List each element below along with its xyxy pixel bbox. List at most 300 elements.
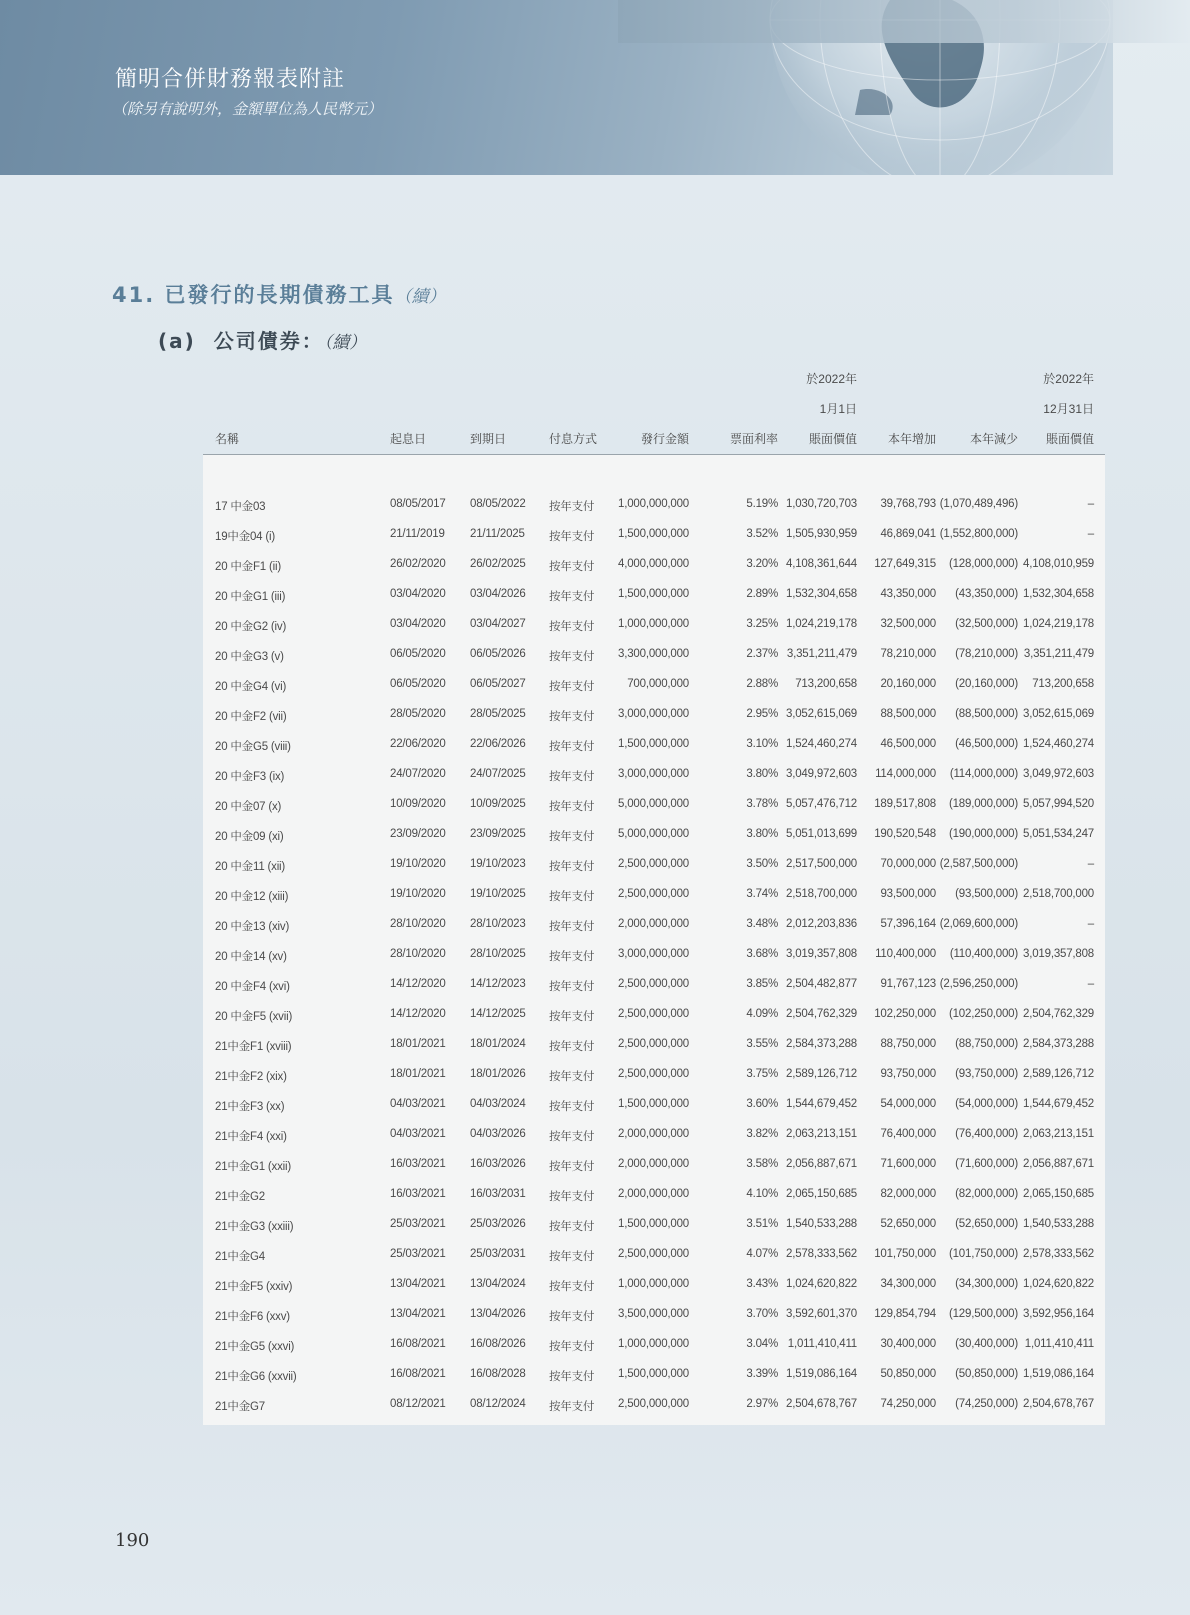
increase-cell: 30,400,000 [880,1338,936,1350]
issue-amount-cell: 3,000,000,000 [618,768,689,780]
value-date-cell: 08/12/2021 [390,1398,446,1410]
increase-cell: 52,650,000 [880,1218,936,1230]
bond-name-cell: 20 中金G5 (viii) [215,741,291,753]
coupon-rate-cell: 3.78% [746,798,778,810]
payment-method-cell: 按年支付 [549,561,595,573]
issue-amount-cell: 2,500,000,000 [618,858,689,870]
payment-method-cell: 按年支付 [549,1041,595,1053]
table-row [203,791,1105,821]
col-closing-line1: 於2022年 [1043,372,1094,386]
coupon-rate-cell: 3.82% [746,1128,778,1140]
closing-balance-cell: 3,351,211,479 [1023,648,1094,660]
table-header [203,363,1105,455]
increase-cell: 76,400,000 [880,1128,936,1140]
increase-cell: 70,000,000 [880,858,936,870]
issue-amount-cell: 1,000,000,000 [618,498,689,510]
increase-cell: 93,500,000 [880,888,936,900]
issue-amount-cell: 2,500,000,000 [618,1008,689,1020]
maturity-date-cell: 04/03/2024 [470,1098,526,1110]
opening-balance-cell: 2,517,500,000 [786,858,857,870]
col-amount: 發行金額 [640,432,689,446]
increase-cell: 32,500,000 [880,618,936,630]
col-start-date: 起息日 [390,432,427,446]
maturity-date-cell: 03/04/2026 [470,588,526,600]
opening-balance-cell: 713,200,658 [795,678,857,690]
value-date-cell: 28/10/2020 [390,948,446,960]
coupon-rate-cell: 3.43% [746,1278,778,1290]
opening-balance-cell: 2,589,126,712 [786,1068,857,1080]
col-closing-line2: 12月31日 [1043,402,1094,416]
increase-cell: 71,600,000 [880,1158,936,1170]
issue-amount-cell: 1,500,000,000 [618,738,689,750]
decrease-cell: (32,500,000) [955,618,1018,630]
opening-balance-cell: 1,524,460,274 [786,738,857,750]
coupon-rate-cell: 3.85% [746,978,778,990]
maturity-date-cell: 28/10/2023 [470,918,526,930]
col-opening-line2: 1月1日 [819,402,857,416]
coupon-rate-cell: 3.39% [746,1368,778,1380]
closing-balance-cell: 2,518,700,000 [1023,888,1094,900]
value-date-cell: 25/03/2021 [390,1248,446,1260]
payment-method-cell: 按年支付 [549,741,595,753]
decrease-cell: (2,069,600,000) [939,918,1018,930]
table-row [203,821,1105,851]
value-date-cell: 21/11/2019 [390,528,445,540]
closing-balance-cell: 2,504,678,767 [1023,1398,1094,1410]
issue-amount-cell: 2,500,000,000 [618,1068,689,1080]
issue-amount-cell: 2,000,000,000 [618,918,689,930]
decrease-cell: (189,000,000) [948,798,1018,810]
maturity-date-cell: 25/03/2031 [470,1248,526,1260]
value-date-cell: 19/10/2020 [390,888,446,900]
col-closing-line3: 賬面價值 [1045,432,1094,446]
opening-balance-cell: 2,578,333,562 [786,1248,857,1260]
maturity-date-cell: 16/08/2028 [470,1368,526,1380]
issue-amount-cell: 2,000,000,000 [618,1158,689,1170]
coupon-rate-cell: 4.07% [746,1248,778,1260]
closing-balance-cell: 2,065,150,685 [1023,1188,1094,1200]
increase-cell: 43,350,000 [880,588,936,600]
bond-name-cell: 21中金G4 [215,1251,265,1263]
header-divider [203,454,1105,455]
bond-name-cell: 20 中金12 (xiii) [215,891,289,903]
maturity-date-cell: 22/06/2026 [470,738,526,750]
increase-cell: 74,250,000 [880,1398,936,1410]
col-payment: 付息方式 [549,432,598,446]
decrease-cell: (2,587,500,000) [939,858,1018,870]
increase-cell: 50,850,000 [880,1368,936,1380]
bond-name-cell: 20 中金G3 (v) [215,651,284,663]
issue-amount-cell: 5,000,000,000 [618,798,689,810]
coupon-rate-cell: 3.52% [746,528,778,540]
decrease-cell: (71,600,000) [955,1158,1018,1170]
decrease-cell: (2,596,250,000) [939,978,1018,990]
opening-balance-cell: 1,540,533,288 [786,1218,857,1230]
table-row [203,1331,1105,1361]
closing-balance-cell: 2,578,333,562 [1023,1248,1094,1260]
payment-method-cell: 按年支付 [549,1341,595,1353]
maturity-date-cell: 06/05/2026 [470,648,526,660]
bond-name-cell: 20 中金F2 (vii) [215,711,287,723]
value-date-cell: 22/06/2020 [390,738,446,750]
coupon-rate-cell: 2.37% [746,648,778,660]
decrease-cell: (114,000,000) [949,768,1018,780]
issue-amount-cell: 2,000,000,000 [618,1128,689,1140]
table-row [203,851,1105,881]
decrease-cell: (1,552,800,000) [939,528,1018,540]
coupon-rate-cell: 3.10% [746,738,778,750]
value-date-cell: 13/04/2021 [390,1308,446,1320]
coupon-rate-cell: 3.80% [746,768,778,780]
col-name: 名稱 [215,432,240,446]
coupon-rate-cell: 3.75% [746,1068,778,1080]
table-body [203,455,1105,1425]
opening-balance-cell: 4,108,361,644 [786,558,857,570]
increase-cell: 127,649,315 [874,558,936,570]
increase-cell: 46,869,041 [880,528,936,540]
coupon-rate-cell: 3.25% [746,618,778,630]
table-row [203,731,1105,761]
section-heading [112,279,446,309]
opening-balance-cell: 3,351,211,479 [786,648,857,660]
closing-balance-cell: 1,011,410,411 [1024,1338,1094,1350]
decrease-cell: (46,500,000) [955,738,1018,750]
table-row [203,611,1105,641]
value-date-cell: 16/03/2021 [390,1158,446,1170]
value-date-cell: 13/04/2021 [390,1278,446,1290]
value-date-cell: 16/08/2021 [390,1368,446,1380]
maturity-date-cell: 28/05/2025 [470,708,526,720]
issue-amount-cell: 2,500,000,000 [618,1038,689,1050]
coupon-rate-cell: 2.97% [746,1398,778,1410]
decrease-cell: (128,000,000) [948,558,1018,570]
decrease-cell: (102,250,000) [948,1008,1018,1020]
issue-amount-cell: 1,500,000,000 [618,1368,689,1380]
decrease-cell: (76,400,000) [955,1128,1018,1140]
closing-balance-cell: 2,504,762,329 [1023,1008,1094,1020]
increase-cell: 102,250,000 [874,1008,936,1020]
bond-name-cell: 20 中金11 (xii) [215,861,286,873]
section-continued: （續） [394,287,446,307]
closing-balance-cell: – [1087,918,1094,930]
issue-amount-cell: 1,500,000,000 [618,1098,689,1110]
maturity-date-cell: 21/11/2025 [470,528,525,540]
maturity-date-cell: 16/03/2031 [470,1188,526,1200]
maturity-date-cell: 23/09/2025 [470,828,526,840]
maturity-date-cell: 28/10/2025 [470,948,526,960]
value-date-cell: 18/01/2021 [390,1068,446,1080]
increase-cell: 82,000,000 [880,1188,936,1200]
col-rate: 票面利率 [729,432,778,446]
decrease-cell: (54,000,000) [955,1098,1018,1110]
issue-amount-cell: 1,500,000,000 [618,1218,689,1230]
opening-balance-cell: 1,030,720,703 [786,498,857,510]
value-date-cell: 16/03/2021 [390,1188,446,1200]
issue-amount-cell: 4,000,000,000 [618,558,689,570]
decrease-cell: (52,650,000) [955,1218,1018,1230]
table-row [203,521,1105,551]
opening-balance-cell: 1,544,679,452 [786,1098,857,1110]
payment-method-cell: 按年支付 [549,1311,595,1323]
coupon-rate-cell: 4.09% [746,1008,778,1020]
header-strip [618,0,1190,43]
issue-amount-cell: 3,000,000,000 [618,948,689,960]
table-row [203,641,1105,671]
opening-balance-cell: 2,063,213,151 [786,1128,857,1140]
payment-method-cell: 按年支付 [549,921,595,933]
bond-name-cell: 20 中金F1 (ii) [215,561,281,573]
maturity-date-cell: 16/03/2026 [470,1158,526,1170]
closing-balance-cell: 3,052,615,069 [1023,708,1094,720]
value-date-cell: 26/02/2020 [390,558,446,570]
payment-method-cell: 按年支付 [549,591,595,603]
increase-cell: 34,300,000 [880,1278,936,1290]
issue-amount-cell: 3,500,000,000 [618,1308,689,1320]
payment-method-cell: 按年支付 [549,1251,595,1263]
table-row [203,1241,1105,1271]
opening-balance-cell: 3,019,357,808 [786,948,857,960]
decrease-cell: (82,000,000) [955,1188,1018,1200]
decrease-cell: (190,000,000) [948,828,1018,840]
payment-method-cell: 按年支付 [549,1131,595,1143]
opening-balance-cell: 2,518,700,000 [786,888,857,900]
payment-method-cell: 按年支付 [549,711,595,723]
value-date-cell: 19/10/2020 [390,858,446,870]
payment-method-cell: 按年支付 [549,501,595,513]
opening-balance-cell: 2,012,203,836 [786,918,857,930]
value-date-cell: 16/08/2021 [390,1338,446,1350]
closing-balance-cell: 1,532,304,658 [1023,588,1094,600]
opening-balance-cell: 1,505,930,959 [786,528,857,540]
value-date-cell: 18/01/2021 [390,1038,446,1050]
opening-balance-cell: 1,024,620,822 [786,1278,857,1290]
closing-balance-cell: 1,519,086,164 [1023,1368,1094,1380]
closing-balance-cell: 1,024,620,822 [1023,1278,1094,1290]
opening-balance-cell: 3,049,972,603 [786,768,857,780]
decrease-cell: (30,400,000) [955,1338,1018,1350]
payment-method-cell: 按年支付 [549,951,595,963]
payment-method-cell: 按年支付 [549,531,595,543]
payment-method-cell: 按年支付 [549,831,595,843]
table-row [203,1121,1105,1151]
opening-balance-cell: 1,519,086,164 [786,1368,857,1380]
increase-cell: 39,768,793 [880,498,936,510]
closing-balance-cell: 2,063,213,151 [1023,1128,1094,1140]
coupon-rate-cell: 2.88% [746,678,778,690]
bond-name-cell: 20 中金09 (xi) [215,831,284,843]
table-row [203,761,1105,791]
bond-name-cell: 21中金G2 [215,1191,265,1203]
value-date-cell: 08/05/2017 [390,498,446,510]
closing-balance-cell: 2,589,126,712 [1023,1068,1094,1080]
coupon-rate-cell: 3.74% [746,888,778,900]
table-row [203,1211,1105,1241]
bonds-table [203,363,1105,1425]
increase-cell: 190,520,548 [874,828,936,840]
issue-amount-cell: 3,000,000,000 [618,708,689,720]
coupon-rate-cell: 3.58% [746,1158,778,1170]
payment-method-cell: 按年支付 [549,981,595,993]
bond-name-cell: 21中金G7 [215,1401,265,1413]
value-date-cell: 04/03/2021 [390,1098,446,1110]
section-number: 41. [112,283,156,307]
value-date-cell: 03/04/2020 [390,618,446,630]
increase-cell: 46,500,000 [880,738,936,750]
table-row [203,1391,1105,1421]
opening-balance-cell: 2,056,887,671 [786,1158,857,1170]
value-date-cell: 24/07/2020 [390,768,446,780]
coupon-rate-cell: 3.80% [746,828,778,840]
maturity-date-cell: 14/12/2025 [470,1008,526,1020]
decrease-cell: (110,400,000) [949,948,1018,960]
payment-method-cell: 按年支付 [549,1071,595,1083]
value-date-cell: 28/10/2020 [390,918,446,930]
table-row [203,941,1105,971]
bond-name-cell: 19中金04 (i) [215,531,275,543]
issue-amount-cell: 1,500,000,000 [618,588,689,600]
value-date-cell: 14/12/2020 [390,978,446,990]
bond-name-cell: 21中金F5 (xxiv) [215,1281,293,1293]
coupon-rate-cell: 3.51% [746,1218,778,1230]
payment-method-cell: 按年支付 [549,801,595,813]
coupon-rate-cell: 3.60% [746,1098,778,1110]
decrease-cell: (101,750,000) [948,1248,1018,1260]
payment-method-cell: 按年支付 [549,681,595,693]
payment-method-cell: 按年支付 [549,1401,595,1413]
subsection-continued: （續） [323,333,367,353]
table-row [203,1091,1105,1121]
payment-method-cell: 按年支付 [549,1011,595,1023]
decrease-cell: (20,160,000) [955,678,1018,690]
opening-balance-cell: 2,584,373,288 [786,1038,857,1050]
subsection-title: 公司債券： [213,329,324,353]
bond-name-cell: 21中金F1 (xviii) [215,1041,292,1053]
subsection-label: (a) [158,329,196,353]
coupon-rate-cell: 3.04% [746,1338,778,1350]
bond-name-cell: 21中金G1 (xxii) [215,1161,291,1173]
table-row [203,1271,1105,1301]
page-number: 190 [115,1530,150,1551]
coupon-rate-cell: 4.10% [746,1188,778,1200]
bond-name-cell: 21中金G3 (xxiii) [215,1221,294,1233]
table-row [203,1301,1105,1331]
bond-name-cell: 20 中金13 (xiv) [215,921,290,933]
issue-amount-cell: 2,500,000,000 [618,1248,689,1260]
coupon-rate-cell: 3.68% [746,948,778,960]
issue-amount-cell: 2,500,000,000 [618,1398,689,1410]
increase-cell: 189,517,808 [874,798,936,810]
payment-method-cell: 按年支付 [549,771,595,783]
issue-amount-cell: 5,000,000,000 [618,828,689,840]
opening-balance-cell: 1,024,219,178 [786,618,857,630]
payment-method-cell: 按年支付 [549,1191,595,1203]
closing-balance-cell: – [1087,858,1094,870]
opening-balance-cell: 5,051,013,699 [786,828,857,840]
decrease-cell: (93,500,000) [955,888,1018,900]
opening-balance-cell: 2,065,150,685 [786,1188,857,1200]
bond-name-cell: 21中金G6 (xxvii) [215,1371,297,1383]
maturity-date-cell: 14/12/2023 [470,978,526,990]
table-row [203,491,1105,521]
increase-cell: 91,767,123 [880,978,936,990]
decrease-cell: (34,300,000) [955,1278,1018,1290]
payment-method-cell: 按年支付 [549,891,595,903]
decrease-cell: (88,750,000) [955,1038,1018,1050]
payment-method-cell: 按年支付 [549,621,595,633]
bond-name-cell: 20 中金F5 (xvii) [215,1011,293,1023]
report-title: 簡明合併財務報表附註 [115,67,346,92]
col-opening-line1: 於2022年 [806,372,857,386]
payment-method-cell: 按年支付 [549,1221,595,1233]
subsection-heading [158,325,366,354]
increase-cell: 110,400,000 [875,948,936,960]
increase-cell: 57,396,164 [880,918,936,930]
col-decrease: 本年減少 [969,432,1018,446]
bond-name-cell: 21中金F3 (xx) [215,1101,285,1113]
increase-cell: 78,210,000 [880,648,936,660]
closing-balance-cell: 5,057,994,520 [1023,798,1094,810]
coupon-rate-cell: 3.20% [746,558,778,570]
payment-method-cell: 按年支付 [549,1161,595,1173]
maturity-date-cell: 16/08/2026 [470,1338,526,1350]
table-row [203,1001,1105,1031]
opening-balance-cell: 2,504,762,329 [786,1008,857,1020]
closing-balance-cell: 2,056,887,671 [1023,1158,1094,1170]
maturity-date-cell: 25/03/2026 [470,1218,526,1230]
decrease-cell: (1,070,489,496) [939,498,1018,510]
bond-name-cell: 21中金F6 (xxv) [215,1311,290,1323]
decrease-cell: (74,250,000) [955,1398,1018,1410]
table-row [203,1151,1105,1181]
table-row [203,911,1105,941]
closing-balance-cell: – [1087,498,1094,510]
coupon-rate-cell: 2.95% [746,708,778,720]
coupon-rate-cell: 3.48% [746,918,778,930]
closing-balance-cell: 1,524,460,274 [1023,738,1094,750]
maturity-date-cell: 24/07/2025 [470,768,526,780]
maturity-date-cell: 26/02/2025 [470,558,526,570]
payment-method-cell: 按年支付 [549,861,595,873]
coupon-rate-cell: 3.50% [746,858,778,870]
decrease-cell: (43,350,000) [955,588,1018,600]
decrease-cell: (78,210,000) [955,648,1018,660]
col-opening-line3: 賬面價值 [808,432,857,446]
issue-amount-cell: 1,000,000,000 [618,1278,689,1290]
closing-balance-cell: – [1087,978,1094,990]
bond-name-cell: 20 中金F4 (xvi) [215,981,290,993]
maturity-date-cell: 10/09/2025 [470,798,526,810]
bond-name-cell: 20 中金G1 (iii) [215,591,286,603]
table-row [203,671,1105,701]
maturity-date-cell: 13/04/2026 [470,1308,526,1320]
table-row [203,581,1105,611]
bond-name-cell: 20 中金07 (x) [215,801,282,813]
bond-name-cell: 20 中金14 (xv) [215,951,287,963]
maturity-date-cell: 08/05/2022 [470,498,526,510]
col-maturity-date: 到期日 [470,432,507,446]
table-row [203,1181,1105,1211]
increase-cell: 88,750,000 [880,1038,936,1050]
increase-cell: 93,750,000 [880,1068,936,1080]
maturity-date-cell: 04/03/2026 [470,1128,526,1140]
issue-amount-cell: 700,000,000 [627,678,689,690]
table-row [203,881,1105,911]
coupon-rate-cell: 3.70% [746,1308,778,1320]
col-increase: 本年增加 [887,432,936,446]
closing-balance-cell: 713,200,658 [1032,678,1094,690]
maturity-date-cell: 08/12/2024 [470,1398,526,1410]
issue-amount-cell: 2,500,000,000 [618,888,689,900]
